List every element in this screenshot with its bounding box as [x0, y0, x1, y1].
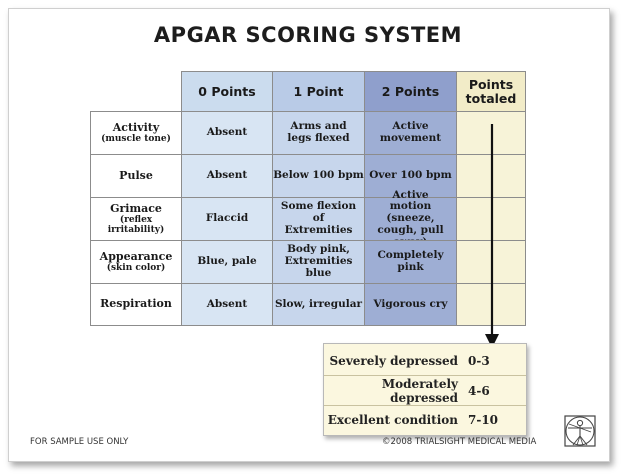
score-summary-box — [323, 343, 527, 436]
cell-grimace-0: Flaccid — [181, 197, 273, 241]
footer-right: ©2008 TRIALSIGHT MEDICAL MEDIA — [382, 437, 537, 447]
summary-range: 0-3 — [468, 354, 490, 368]
summary-row-severe — [324, 346, 526, 376]
row-label-grimace — [90, 197, 182, 241]
cell-appearance-0: Blue, pale — [181, 240, 273, 284]
footer-left: FOR SAMPLE USE ONLY — [30, 437, 129, 447]
cell-appearance-2: Completely pink — [364, 240, 457, 284]
down-arrow-icon — [482, 122, 502, 350]
row-label-main: Grimace — [110, 201, 162, 215]
cell-activity-1: Arms and legs flexed — [272, 111, 365, 155]
cell-appearance-1: Body pink, Extremities blue — [272, 240, 365, 284]
cell-activity-2: Active movement — [364, 111, 457, 155]
row-label-main: Appearance — [99, 249, 173, 263]
summary-label: Severely depressed — [329, 354, 458, 368]
cell-respiration-2: Vigorous cry — [364, 283, 457, 326]
page-title: APGAR SCORING SYSTEM — [153, 23, 463, 47]
row-label-main: Pulse — [119, 168, 153, 182]
row-label-sub: (reflex irritability) — [107, 215, 165, 236]
row-label-main: Respiration — [100, 297, 172, 311]
cell-pulse-0: Absent — [181, 154, 273, 198]
cell-grimace-1: Some flexion of Extremities — [272, 197, 365, 241]
summary-label: Excellent condition — [327, 413, 458, 427]
row-label-sub: (skin color) — [106, 263, 166, 274]
cell-pulse-1: Below 100 bpm — [272, 154, 365, 198]
vitruvian-man-logo-icon — [563, 414, 597, 448]
summary-label: Moderately depressed — [381, 377, 458, 405]
cell-activity-0: Absent — [181, 111, 273, 155]
summary-row-moderate — [324, 376, 526, 406]
cell-respiration-0: Absent — [181, 283, 273, 326]
row-label-pulse — [90, 154, 182, 198]
row-label-appearance — [90, 240, 182, 284]
row-label-sub: (muscle tone) — [101, 134, 171, 145]
cell-pulse-2: Over 100 bpm — [364, 154, 457, 198]
row-label-main: Activity — [112, 120, 160, 134]
summary-range: 4-6 — [468, 384, 490, 398]
row-label-activity — [90, 111, 182, 155]
summary-range: 7-10 — [468, 413, 499, 427]
row-label-respiration — [90, 283, 182, 326]
summary-row-excellent — [324, 405, 526, 435]
cell-respiration-1: Slow, irregular — [272, 283, 365, 326]
header-2-points: 2 Points — [364, 71, 457, 112]
header-0-points: 0 Points — [181, 71, 273, 112]
header-1-point: 1 Point — [272, 71, 365, 112]
cell-grimace-2: motion (sneeze, cough, pull — [364, 197, 457, 241]
header-points-totaled: Points totaled — [456, 71, 526, 112]
